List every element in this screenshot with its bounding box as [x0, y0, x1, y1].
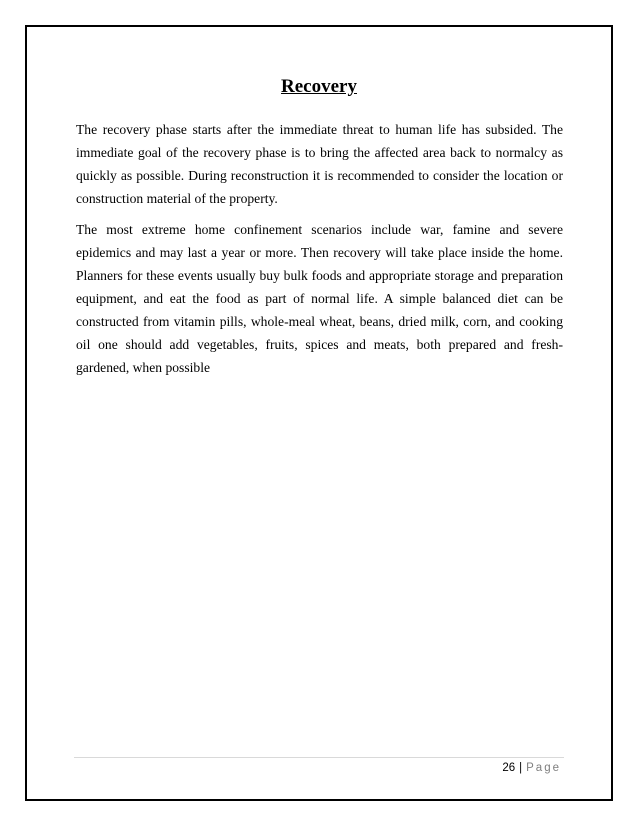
- paragraph-recovery-phase: The recovery phase starts after the immediate threat to human life has subsided. The immediate goal of the recovery phase is to bring the affected area back to normalcy as quickly as possible. During reconstruction it is recommended to consider the location or construction material of the property.: [76, 122, 563, 206]
- page-number: 26: [502, 762, 516, 774]
- page-title: Recovery: [281, 76, 357, 97]
- footer-separator: |: [519, 762, 523, 774]
- page-label: Page: [526, 762, 561, 774]
- footer-divider: [74, 757, 564, 758]
- paragraph-home-confinement: The most extreme home confinement scenarios include war, famine and severe epidemics and may last a year or more. Then recovery will take place inside the home. Planners for these events usually buy bulk foods and appropriate storage and preparation equipment, and eat the food as part of normal life. A simple balanced diet can be constructed from vitamin pills, whole-meal wheat, beans, dried milk, corn, and cooking oil one should add vegetables, fruits, spices and meats, both prepared and fresh-gardened, when possible: [76, 222, 563, 375]
- page-footer: [502, 762, 561, 774]
